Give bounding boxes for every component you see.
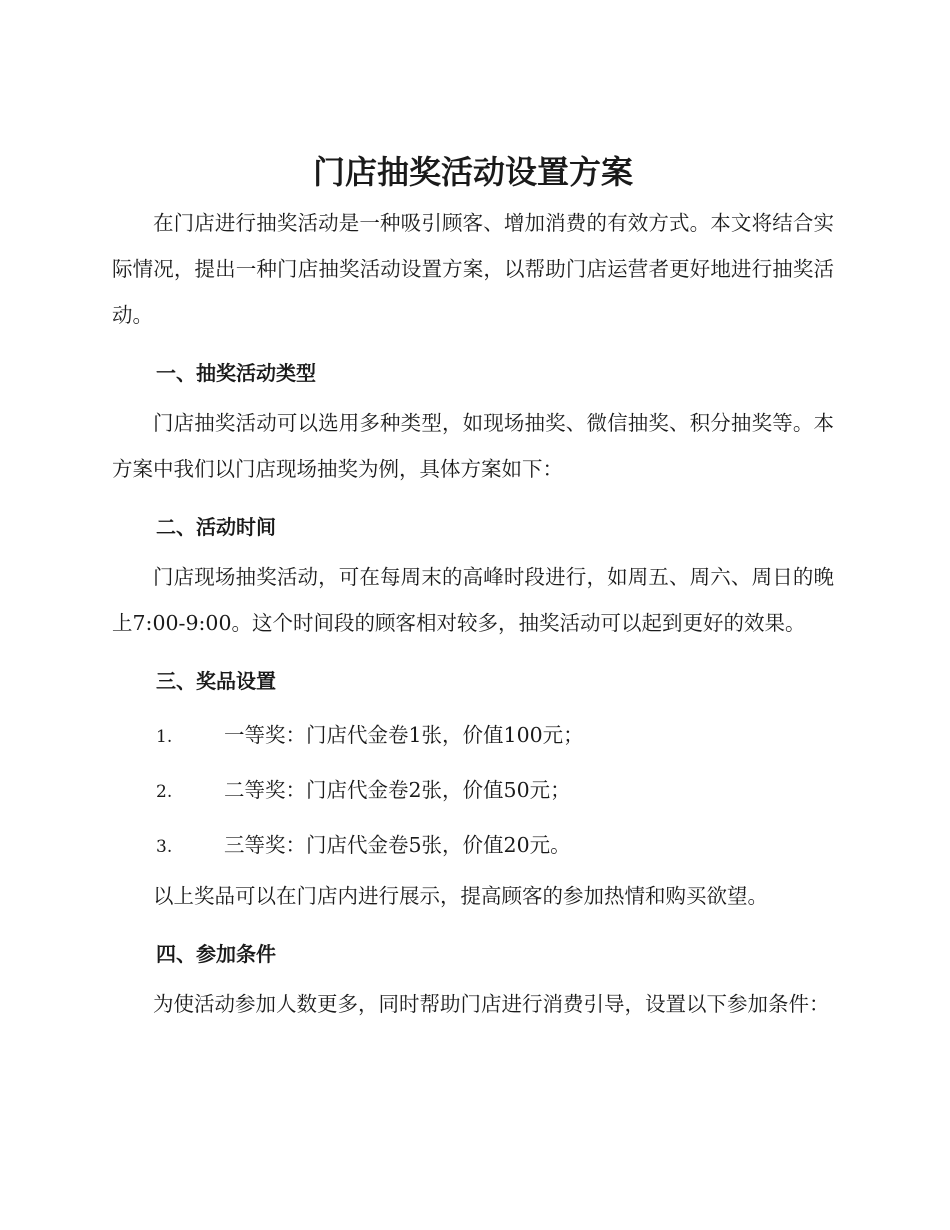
list-item [112, 763, 834, 818]
list-item-number: 1. [156, 727, 173, 747]
document-title: 门店抽奖活动设置方案 [312, 153, 633, 191]
list-item [112, 708, 834, 763]
list-item-text: 一等奖：门店代金卷1张，价值100元； [224, 723, 584, 747]
prize-list [112, 708, 834, 873]
list-item-number: 2. [156, 782, 173, 802]
document-content [112, 148, 834, 1027]
section-heading-prize-type: 一、抽奖活动类型 [156, 361, 316, 385]
section-body-prize-setup: 以上奖品可以在门店内进行展示，提高顾客的参加热情和购买欲望。 [153, 884, 768, 908]
intro-paragraph: 在门店进行抽奖活动是一种吸引顾客、增加消费的有效方式。本文将结合实际情况，提出一种门店抽奖活动设置方案，以帮助门店运营者更好地进行抽奖活动。 [112, 211, 834, 327]
section-body-prize-type: 门店抽奖活动可以选用多种类型，如现场抽奖、微信抽奖、积分抽奖等。本方案中我们以门店现场抽奖为例，具体方案如下： [112, 411, 834, 481]
section-body-conditions: 为使活动参加人数更多，同时帮助门店进行消费引导，设置以下参加条件： [153, 992, 830, 1016]
section-heading-conditions: 四、参加条件 [156, 942, 276, 966]
list-item-text: 三等奖：门店代金卷5张，价值20元。 [224, 833, 571, 857]
section-body-activity-time: 门店现场抽奖活动，可在每周末的高峰时段进行，如周五、周六、周日的晚上7:00-9:00。这个时间段的顾客相对较多，抽奖活动可以起到更好的效果。 [112, 565, 834, 635]
list-item-number: 3. [156, 837, 173, 857]
section-heading-prize-setup: 三、奖品设置 [156, 669, 276, 693]
section-heading-activity-time: 二、活动时间 [156, 515, 276, 539]
list-item-text: 二等奖：门店代金卷2张，价值50元； [224, 778, 571, 802]
list-item [112, 818, 834, 873]
